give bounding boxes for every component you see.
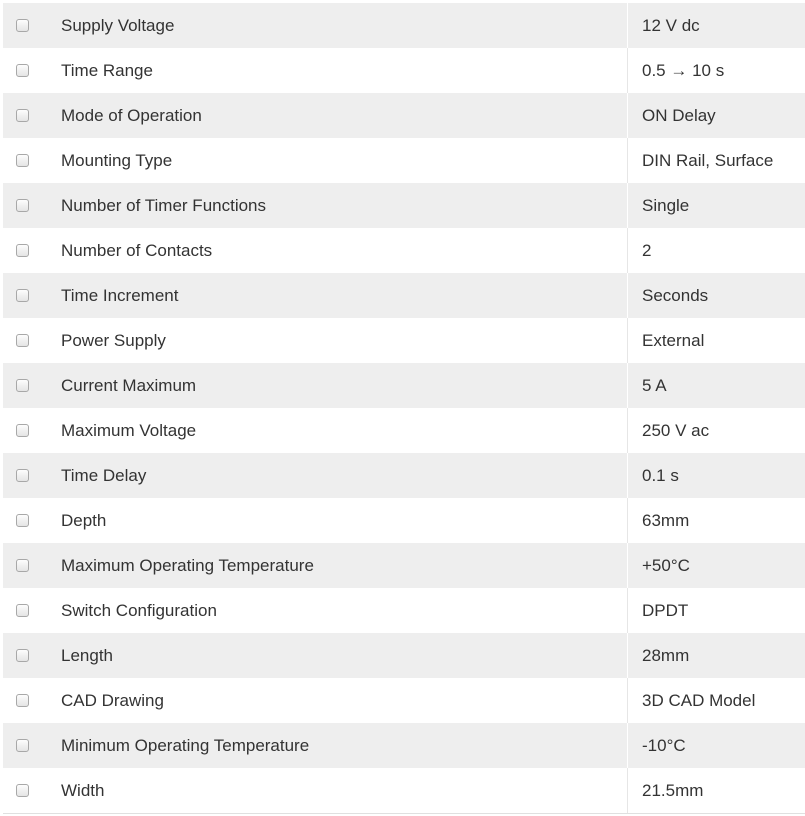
row-checkbox[interactable] bbox=[16, 694, 29, 707]
spec-table bbox=[3, 3, 805, 813]
attribute-value: External bbox=[628, 318, 805, 363]
table-row bbox=[3, 453, 805, 498]
table-row bbox=[3, 93, 805, 138]
attribute-value: Single bbox=[628, 183, 805, 228]
attribute-label: Number of Contacts bbox=[47, 228, 628, 273]
attribute-label: Time Delay bbox=[47, 453, 628, 498]
row-checkbox-cell bbox=[3, 588, 47, 633]
attribute-label: Mode of Operation bbox=[47, 93, 628, 138]
table-row bbox=[3, 543, 805, 588]
row-checkbox-cell bbox=[3, 768, 47, 813]
table-row bbox=[3, 273, 805, 318]
row-checkbox[interactable] bbox=[16, 784, 29, 797]
row-checkbox[interactable] bbox=[16, 244, 29, 257]
table-row bbox=[3, 723, 805, 768]
row-checkbox[interactable] bbox=[16, 379, 29, 392]
row-checkbox-cell bbox=[3, 633, 47, 678]
row-checkbox-cell bbox=[3, 453, 47, 498]
row-checkbox-cell bbox=[3, 543, 47, 588]
attribute-value: Seconds bbox=[628, 273, 805, 318]
row-checkbox-cell bbox=[3, 498, 47, 543]
row-checkbox[interactable] bbox=[16, 199, 29, 212]
table-row bbox=[3, 138, 805, 183]
table-row bbox=[3, 363, 805, 408]
table-row bbox=[3, 633, 805, 678]
attribute-label: Length bbox=[47, 633, 628, 678]
row-checkbox-cell bbox=[3, 273, 47, 318]
table-row bbox=[3, 498, 805, 543]
attribute-label: Minimum Operating Temperature bbox=[47, 723, 628, 768]
row-checkbox[interactable] bbox=[16, 604, 29, 617]
row-checkbox[interactable] bbox=[16, 64, 29, 77]
row-checkbox[interactable] bbox=[16, 514, 29, 527]
attribute-value: DIN Rail, Surface bbox=[628, 138, 805, 183]
attribute-value: +50°C bbox=[628, 543, 805, 588]
row-checkbox-cell bbox=[3, 93, 47, 138]
attribute-value: 3D CAD Model bbox=[628, 678, 805, 723]
table-row bbox=[3, 768, 805, 813]
attribute-label: Depth bbox=[47, 498, 628, 543]
row-checkbox-cell bbox=[3, 408, 47, 453]
row-checkbox[interactable] bbox=[16, 19, 29, 32]
row-checkbox-cell bbox=[3, 678, 47, 723]
row-checkbox[interactable] bbox=[16, 154, 29, 167]
row-checkbox-cell bbox=[3, 138, 47, 183]
attribute-value: 2 bbox=[628, 228, 805, 273]
table-row bbox=[3, 408, 805, 453]
row-checkbox[interactable] bbox=[16, 109, 29, 122]
row-checkbox-cell bbox=[3, 3, 47, 48]
row-checkbox-cell bbox=[3, 318, 47, 363]
attribute-label: Maximum Voltage bbox=[47, 408, 628, 453]
attribute-value: -10°C bbox=[628, 723, 805, 768]
attribute-label: Current Maximum bbox=[47, 363, 628, 408]
row-checkbox[interactable] bbox=[16, 334, 29, 347]
attribute-label: Time Range bbox=[47, 48, 628, 93]
row-checkbox[interactable] bbox=[16, 739, 29, 752]
attribute-label: CAD Drawing bbox=[47, 678, 628, 723]
table-row bbox=[3, 183, 805, 228]
attribute-label: Supply Voltage bbox=[47, 3, 628, 48]
table-bottom-divider bbox=[3, 813, 805, 814]
table-row bbox=[3, 228, 805, 273]
table-row bbox=[3, 3, 805, 48]
row-checkbox-cell bbox=[3, 48, 47, 93]
attribute-value: 250 V ac bbox=[628, 408, 805, 453]
attribute-value: 28mm bbox=[628, 633, 805, 678]
attribute-value: 63mm bbox=[628, 498, 805, 543]
attribute-label: Mounting Type bbox=[47, 138, 628, 183]
attribute-label: Switch Configuration bbox=[47, 588, 628, 633]
row-checkbox-cell bbox=[3, 183, 47, 228]
row-checkbox-cell bbox=[3, 723, 47, 768]
attribute-value: 12 V dc bbox=[628, 3, 805, 48]
attribute-label: Number of Timer Functions bbox=[47, 183, 628, 228]
row-checkbox[interactable] bbox=[16, 289, 29, 302]
attribute-value: 5 A bbox=[628, 363, 805, 408]
attribute-value: 0.1 s bbox=[628, 453, 805, 498]
row-checkbox[interactable] bbox=[16, 559, 29, 572]
attribute-label: Width bbox=[47, 768, 628, 813]
attribute-label: Time Increment bbox=[47, 273, 628, 318]
attribute-value: 21.5mm bbox=[628, 768, 805, 813]
table-row bbox=[3, 48, 805, 93]
row-checkbox-cell bbox=[3, 363, 47, 408]
row-checkbox[interactable] bbox=[16, 469, 29, 482]
attribute-value: DPDT bbox=[628, 588, 805, 633]
table-row bbox=[3, 678, 805, 723]
attribute-value: 0.5 → 10 s bbox=[628, 48, 805, 93]
spec-table-body bbox=[3, 3, 805, 813]
row-checkbox[interactable] bbox=[16, 649, 29, 662]
row-checkbox-cell bbox=[3, 228, 47, 273]
table-row bbox=[3, 588, 805, 633]
attribute-value: ON Delay bbox=[628, 93, 805, 138]
table-row bbox=[3, 318, 805, 363]
row-checkbox[interactable] bbox=[16, 424, 29, 437]
attribute-label: Maximum Operating Temperature bbox=[47, 543, 628, 588]
attribute-label: Power Supply bbox=[47, 318, 628, 363]
